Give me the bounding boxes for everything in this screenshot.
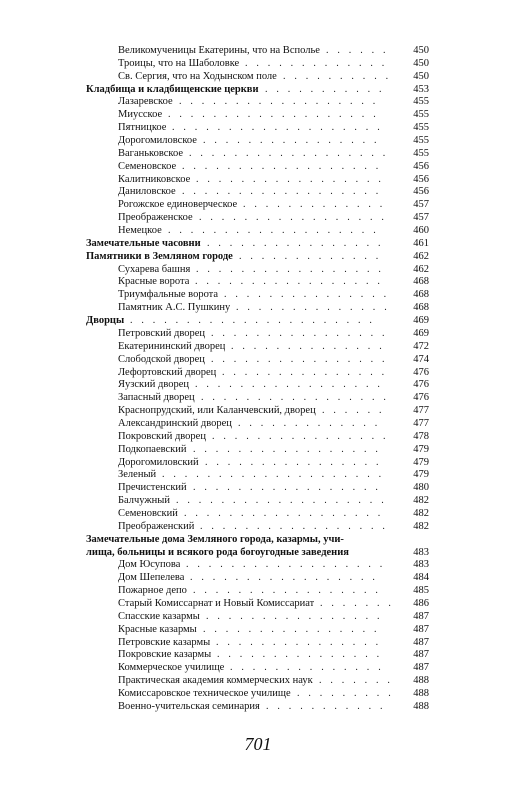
toc-entry-title: Красные ворота xyxy=(118,276,190,288)
toc-leader-dots: . . . . . . . . . . . . . . . . . xyxy=(196,263,385,275)
toc-leader-dots: . . . . . . . . . . . . . . xyxy=(231,340,385,352)
toc-entry xyxy=(0,173,516,186)
toc-page-number: 456 xyxy=(413,173,429,185)
toc-entry xyxy=(0,134,516,147)
toc-leader-dots: . . . . . . . . . . . . . . . . . xyxy=(193,443,382,455)
toc-page-number: 487 xyxy=(413,649,429,661)
toc-entry xyxy=(0,468,516,481)
toc-page-number: 455 xyxy=(413,135,429,147)
toc-page-number: 482 xyxy=(413,495,429,507)
toc-entry xyxy=(0,275,516,288)
toc-leader-dots: . . . . . . . . . . . . . . . . . xyxy=(193,585,382,597)
toc-page-number: 483 xyxy=(413,559,429,571)
toc-entry-title: Даниловское xyxy=(118,186,176,198)
toc-entry-title: Яузский дворец xyxy=(118,379,190,391)
toc-page-number: 482 xyxy=(413,507,429,519)
toc-page-number: 455 xyxy=(413,147,429,159)
toc-entry xyxy=(0,70,516,83)
toc-entry xyxy=(0,430,516,443)
toc-section-entry xyxy=(0,83,516,96)
toc-page-number: 484 xyxy=(413,572,429,584)
toc-leader-dots: . . . . . . . . . . . . . . . . . . . . . . xyxy=(130,315,376,327)
toc-entry xyxy=(0,327,516,340)
toc-entry xyxy=(0,494,516,507)
toc-leader-dots: . . . . . . . . . . . . . . . . . . xyxy=(186,559,386,571)
toc-page-number: 479 xyxy=(413,469,429,481)
toc-leader-dots: . . . . . . . . . . . . . . . . xyxy=(212,430,389,442)
toc-entry xyxy=(0,353,516,366)
toc-entry xyxy=(0,520,516,533)
toc-leader-dots: . . . . . . . . . . . . . . . . xyxy=(207,237,384,249)
toc-page-number: 487 xyxy=(413,623,429,635)
toc-page-number: 456 xyxy=(413,186,429,198)
toc-entry-title: Дом Шепелева xyxy=(118,572,185,584)
toc-entry-title: Пречистенский xyxy=(118,482,187,494)
toc-leader-dots: . . . . . . . . . . . . . . . . . . xyxy=(182,160,382,172)
toc-page-number: 455 xyxy=(413,96,429,108)
toc-leader-dots: . . . . . . . . . . . . . . . . . . . xyxy=(168,109,379,121)
toc-entry-title: Лазаревское xyxy=(118,96,173,108)
toc-page-number: 450 xyxy=(413,45,429,56)
toc-entry-title: Дорогомиловское xyxy=(118,135,197,147)
toc-entry xyxy=(0,185,516,198)
toc-entry-title-line2: лища, больницы и всякого рода богоугодные заведения xyxy=(86,546,349,558)
toc-entry-title: Великомученицы Екатерины, что на Всполье xyxy=(118,45,320,56)
toc-entry-title: Коммерческое училище xyxy=(118,662,225,674)
toc-page-number: 460 xyxy=(413,225,429,237)
toc-entry-title: Дворцы xyxy=(86,315,125,327)
toc-entry xyxy=(0,57,516,70)
toc-entry-title: Спасские казармы xyxy=(118,610,200,622)
toc-page-number: 474 xyxy=(413,353,429,365)
toc-entry-title: Св. Сергия, что на Ходынском поле xyxy=(118,70,277,82)
toc-entry-title: Запасный дворец xyxy=(118,392,195,404)
toc-leader-dots: . . . . . . . . . . . . . xyxy=(245,57,388,69)
toc-page-number: 476 xyxy=(413,392,429,404)
toc-entry xyxy=(0,391,516,404)
toc-entry-title: Подкопаевский xyxy=(118,443,187,455)
toc-page-number: 472 xyxy=(413,340,429,352)
toc-leader-dots: . . . . . . . xyxy=(319,675,394,687)
toc-leader-dots: . . . . . . . . . . . . . . . . . . xyxy=(182,186,382,198)
toc-entry-title: Миусское xyxy=(118,109,163,121)
toc-leader-dots: . . . . . . . . . . . . . . . . . xyxy=(196,173,385,185)
toc-entry xyxy=(0,211,516,224)
toc-entry-title: Замечательные часовни xyxy=(86,237,201,249)
toc-entry-title: Красные казармы xyxy=(118,623,197,635)
toc-page-number: 477 xyxy=(413,405,429,417)
toc-page-number: 479 xyxy=(413,443,429,455)
toc-page-number: 488 xyxy=(413,688,429,699)
toc-page-number: 482 xyxy=(413,520,429,532)
toc-leader-dots: . . . . . . . . . . . . . . . . xyxy=(203,135,380,147)
toc-leader-dots: . . . . . . . . . . . . . xyxy=(238,417,381,429)
toc-leader-dots: . . . . . . . . . . . . . . . . . xyxy=(195,276,384,288)
toc-leader-dots: . . . . . . . . . xyxy=(297,688,394,699)
toc-leader-dots: . . . . . . . . . . . . . . . xyxy=(217,649,383,661)
toc-page-number: 483 xyxy=(413,546,429,558)
toc-leader-dots: . . . . . . . . . . . . . . . . . xyxy=(190,572,379,584)
toc-leader-dots: . . . . . . . . . . . . . . . xyxy=(222,366,388,378)
toc-page-number: 469 xyxy=(413,327,429,339)
toc-entry xyxy=(0,687,516,700)
toc-leader-dots: . . . . . . . . . . . . . . . . . xyxy=(200,520,389,532)
toc-entry-title: Триумфальные ворота xyxy=(118,289,219,301)
toc-entry xyxy=(0,378,516,391)
toc-entry-title: Калитниковское xyxy=(118,173,191,185)
toc-leader-dots: . . . . . . . . . . . . . . . . . xyxy=(195,379,384,391)
toc-page-number: 476 xyxy=(413,366,429,378)
toc-entry-title: Семеновское xyxy=(118,160,177,172)
toc-page-number: 488 xyxy=(413,700,429,712)
toc-page-number: 455 xyxy=(413,122,429,134)
toc-entry-title: Дом Юсупова xyxy=(118,559,181,571)
toc-section-entry xyxy=(0,533,516,546)
toc-entry xyxy=(0,95,516,108)
toc-entry-title: Дорогомиловский xyxy=(118,456,199,468)
toc-leader-dots: . . . . . . . . . . . . . xyxy=(239,250,382,262)
toc-section-entry xyxy=(0,237,516,250)
toc-entry xyxy=(0,443,516,456)
toc-entry xyxy=(0,661,516,674)
toc-page-number: 478 xyxy=(413,430,429,442)
toc-leader-dots: . . . . . . . . . . . . . . . . . . . xyxy=(176,495,387,507)
toc-entry xyxy=(0,481,516,494)
toc-entry xyxy=(0,404,516,417)
toc-page-number: 450 xyxy=(413,70,429,82)
toc-entry-title: Военно-учительская семинария xyxy=(118,700,260,712)
toc-entry-title: Немецкое xyxy=(118,225,162,237)
toc-page-number: 476 xyxy=(413,379,429,391)
toc-leader-dots: . . . . . . . . . . xyxy=(283,70,392,82)
toc-entry-title: Преображенский xyxy=(118,520,195,532)
toc-entry-title: Ваганьковское xyxy=(118,147,184,159)
toc-entry xyxy=(0,417,516,430)
toc-leader-dots: . . . . . . . . . . . . . . . . . xyxy=(193,482,382,494)
toc-page-number: 468 xyxy=(413,289,429,301)
toc-leader-dots: . . . . . . . xyxy=(320,597,395,609)
toc-entry xyxy=(0,623,516,636)
toc-leader-dots: . . . . . . . . . . . . . . . . xyxy=(211,327,388,339)
toc-page-number: 468 xyxy=(413,302,429,314)
toc-entry-title: Практическая академия коммерческих наук xyxy=(118,675,313,687)
toc-page-number: 462 xyxy=(413,250,429,262)
toc-page-number: 480 xyxy=(413,482,429,494)
toc-entry xyxy=(0,198,516,211)
toc-page-number: 457 xyxy=(413,199,429,211)
toc-entry-title: Петровские казармы xyxy=(118,636,211,648)
toc-entry-title: Пятницкое xyxy=(118,122,167,134)
toc-leader-dots: . . . . . . xyxy=(326,45,389,56)
toc-leader-dots: . . . . . . . . . . . . . . xyxy=(230,662,384,674)
toc-entry xyxy=(0,160,516,173)
toc-page-number: 453 xyxy=(413,83,429,95)
toc-leader-dots: . . . . . . . . . . . . . . . . . . . xyxy=(172,122,383,134)
toc-entry-title: Пожарное депо xyxy=(118,585,187,597)
toc-entry xyxy=(0,584,516,597)
toc-entry xyxy=(0,224,516,237)
toc-entry xyxy=(0,610,516,623)
toc-page-number: 456 xyxy=(413,160,429,172)
toc-entry-title: Покровский дворец xyxy=(118,430,206,442)
toc-entry xyxy=(0,121,516,134)
toc-entry-title: Старый Комиссарнат и Новый Комиссариат xyxy=(118,597,315,609)
toc-entry-title: Зеленый xyxy=(118,469,157,481)
toc-leader-dots: . . . . . . . . . . . . . xyxy=(243,199,386,211)
toc-leader-dots: . . . . . . . . . . . . . . . . . . xyxy=(184,507,384,519)
toc-leader-dots: . . . . . . . . . . . xyxy=(266,700,386,712)
toc-leader-dots: . . . . . . . . . . . . . . . . xyxy=(203,623,380,635)
toc-leader-dots: . . . . . . . . . . . xyxy=(265,83,385,95)
toc-section-entry xyxy=(0,250,516,263)
toc-entry-title: Кладбища и кладбищенские церкви xyxy=(86,83,259,95)
toc-leader-dots: . . . . . . xyxy=(322,405,385,417)
toc-entry xyxy=(0,571,516,584)
toc-page-number: 479 xyxy=(413,456,429,468)
toc-entry-title: Комиссаровское техническое училище xyxy=(118,688,291,699)
toc-entry xyxy=(0,44,516,57)
toc-entry-title: Рогожское единоверческое xyxy=(118,199,238,211)
toc-page-number: 455 xyxy=(413,109,429,121)
toc-leader-dots: . . . . . . . . . . . . . . . . . xyxy=(201,392,390,404)
toc-leader-dots: . . . . . . . . . . . . . . . . . . . xyxy=(168,225,379,237)
toc-entry-title: Екатерининский дворец xyxy=(118,340,226,352)
toc-page-number: 486 xyxy=(413,597,429,609)
toc-entry xyxy=(0,366,516,379)
toc-entry xyxy=(0,340,516,353)
toc-entry-title: Слободской дворец xyxy=(118,353,205,365)
toc-section-entry-continued xyxy=(0,546,516,559)
toc-leader-dots: . . . . . . . . . . . . . . . . . . xyxy=(179,96,379,108)
toc-entry xyxy=(0,147,516,160)
toc-page-number: 469 xyxy=(413,315,429,327)
toc-entry-title: Памятник А.С. Пушкину xyxy=(118,302,231,314)
toc-page-number: 487 xyxy=(413,662,429,674)
toc-entry xyxy=(0,288,516,301)
toc-page-number: 487 xyxy=(413,636,429,648)
toc-page-number: 450 xyxy=(413,57,429,69)
toc-page-number: 477 xyxy=(413,417,429,429)
toc-entry xyxy=(0,636,516,649)
toc-leader-dots: . . . . . . . . . . . . . . . . . xyxy=(199,212,388,224)
toc-entry xyxy=(0,700,516,713)
toc-page-number: 457 xyxy=(413,212,429,224)
toc-leader-dots: . . . . . . . . . . . . . . . xyxy=(216,636,382,648)
toc-entry xyxy=(0,456,516,469)
toc-page-number: 488 xyxy=(413,675,429,687)
toc-entry-title: Троицы, что на Шаболовке xyxy=(118,57,240,69)
toc-entry-title: Балчужный xyxy=(118,495,170,507)
toc-entry-title: Краснопрудский, или Каланчевский, дворец xyxy=(118,405,316,417)
toc-entry-title: Покровские казармы xyxy=(118,649,212,661)
toc-entry-title: Преображенское xyxy=(118,212,193,224)
toc-entry xyxy=(0,558,516,571)
toc-entry-title: Сухарева башня xyxy=(118,263,191,275)
toc-leader-dots: . . . . . . . . . . . . . . . . xyxy=(211,353,388,365)
toc-leader-dots: . . . . . . . . . . . . . . . xyxy=(224,289,390,301)
toc-entry-title: Александринский дворец xyxy=(118,417,232,429)
toc-page-number: 468 xyxy=(413,276,429,288)
toc-entry-title-line1: Замечательные дома Земляного города, казармы, учи- xyxy=(86,533,344,545)
toc-entry-title: Петровский дворец xyxy=(118,327,205,339)
toc-entry xyxy=(0,648,516,661)
toc-entry xyxy=(0,507,516,520)
toc-entry-title: Семеновский xyxy=(118,507,178,519)
toc-entry xyxy=(0,263,516,276)
toc-entry xyxy=(0,108,516,121)
toc-entry-title: Памятники в Земляном городе xyxy=(86,250,233,262)
toc-leader-dots: . . . . . . . . . . . . . . . . . . xyxy=(189,147,389,159)
toc-entry xyxy=(0,674,516,687)
toc-entry xyxy=(0,597,516,610)
toc-entry xyxy=(0,301,516,314)
toc-page-number: 485 xyxy=(413,585,429,597)
toc-leader-dots: . . . . . . . . . . . . . . . . xyxy=(206,610,383,622)
toc-page-number: 462 xyxy=(413,263,429,275)
toc-entry-title: Лефортовский дворец xyxy=(118,366,217,378)
toc-section-entry xyxy=(0,314,516,327)
page-number: 701 xyxy=(244,734,272,754)
toc-page-number: 487 xyxy=(413,610,429,622)
toc-page-number: 461 xyxy=(413,237,429,249)
toc-leader-dots: . . . . . . . . . . . . . . . . . . . . xyxy=(162,469,385,481)
toc-leader-dots: . . . . . . . . . . . . . . xyxy=(236,302,390,314)
toc-leader-dots: . . . . . . . . . . . . . . . . xyxy=(205,456,382,468)
